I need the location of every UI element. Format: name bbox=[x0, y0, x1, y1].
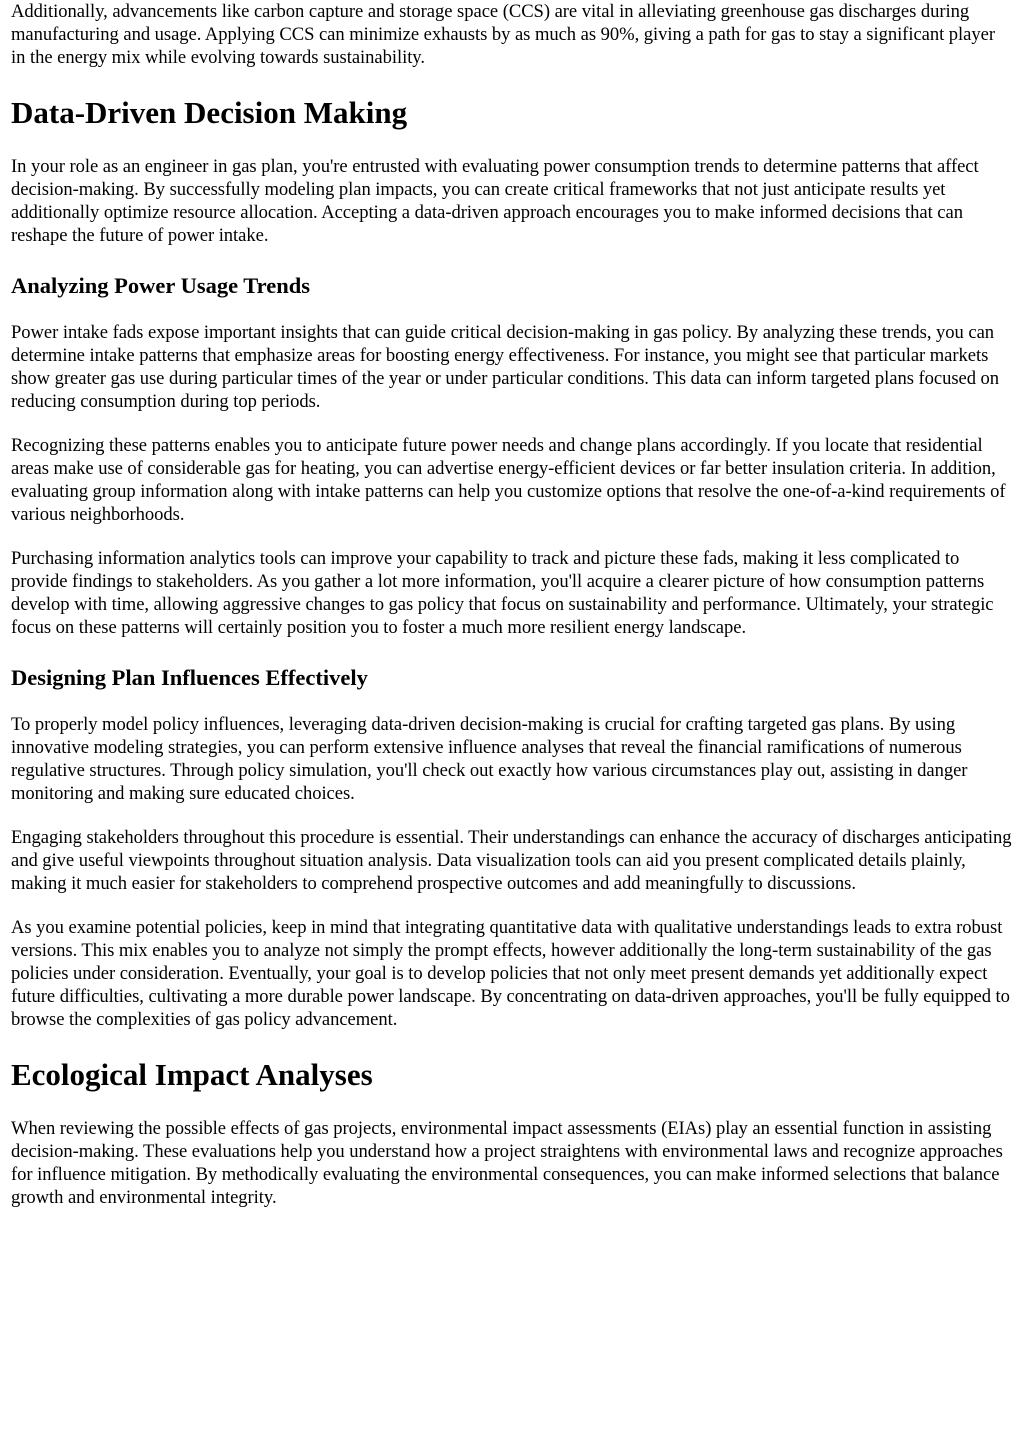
paragraph-analyzing-1: Power intake fads expose important insights that can guide critical decision-making in gas policy. By analyzing these trends, you can determine intake patterns that emphasize areas for boosting energy effectiveness. For instance, you might see that particular markets show greater gas use during particular times of the year or under particular conditions. This data can inform targeted plans focused on reducing consumption during top periods. bbox=[11, 322, 1000, 412]
paragraph-designing-3: As you examine potential policies, keep in mind that integrating quantitative data with qualitative understandings leads to extra robust versions. This mix enables you to analyze not simply the prompt effects, however additionally the long-term sustainability of the gas policies under consideration. Eventually, your goal is to develop policies that not only meet present demands yet additionally expect future difficulties, cultivating a more durable power landscape. By concentrating on data-driven approaches, you'll be fully equipped to browse the complexities of gas policy advancement. bbox=[11, 917, 1010, 1030]
paragraph-data-driven: In your role as an engineer in gas plan, you're entrusted with evaluating power consumption trends to determine patterns that affect decision-making. By successfully modeling plan impacts, you can create critical frameworks that not just anticipate results yet additionally optimize resource allocation. Accepting a data-driven approach encourages you to make informed decisions that can reshape the future of power intake. bbox=[11, 156, 979, 246]
heading-data-driven-decision-making: Data-Driven Decision Making bbox=[11, 95, 408, 130]
paragraph-designing-1: To properly model policy influences, leveraging data-driven decision-making is crucial for crafting targeted gas plans. By using innovative modeling strategies, you can perform extensive influence analyses that reveal the financial ramifications of numerous regulative structures. Through policy simulation, you'll check out exactly how various circumstances play out, assisting in danger monitoring and making sure educated choices. bbox=[11, 714, 968, 804]
heading-ecological-impact-analyses: Ecological Impact Analyses bbox=[11, 1057, 373, 1092]
paragraph-ecological: When reviewing the possible effects of gas projects, environmental impact assessments (EIAs) play an essential function in assisting decision-making. These evaluations help you understand how a project straightens with environmental laws and recognize approaches for influence mitigation. By methodically evaluating the environmental consequences, you can make informed selections that balance growth and environmental integrity. bbox=[11, 1118, 1003, 1208]
paragraph-analyzing-3: Purchasing information analytics tools can improve your capability to track and picture these fads, making it less complicated to provide findings to stakeholders. As you gather a lot more information, you'll acquire a clearer picture of how consumption patterns develop with time, allowing aggressive changes to gas policy that focus on sustainability and performance. Ultimately, your strategic focus on these patterns will certainly position you to foster a much more resilient energy landscape. bbox=[11, 548, 994, 638]
heading-analyzing-power-usage-trends: Analyzing Power Usage Trends bbox=[11, 273, 310, 298]
paragraph-analyzing-2: Recognizing these patterns enables you to anticipate future power needs and change plans accordingly. If you locate that residential areas make use of considerable gas for heating, you can advertise energy-efficient devices or far better insulation criteria. In addition, evaluating group information along with intake patterns can help you customize options that resolve the one-of-a-kind requirements of various neighborhoods. bbox=[11, 435, 1006, 525]
paragraph-designing-2: Engaging stakeholders throughout this procedure is essential. Their understandings can enhance the accuracy of discharges anticipating and give useful viewpoints throughout situation analysis. Data visualization tools can aid you present complicated details plainly, making it much easier for stakeholders to comprehend prospective outcomes and add meaningfully to discussions. bbox=[11, 827, 1012, 894]
heading-designing-plan-influences: Designing Plan Influences Effectively bbox=[11, 665, 368, 690]
intro-paragraph: Additionally, advancements like carbon capture and storage space (CCS) are vital in alleviating greenhouse gas discharges during manufacturing and usage. Applying CCS can minimize exhausts by as much as 90%, giving a path for gas to stay a significant player in the energy mix while evolving towards sustainability. bbox=[11, 1, 995, 68]
